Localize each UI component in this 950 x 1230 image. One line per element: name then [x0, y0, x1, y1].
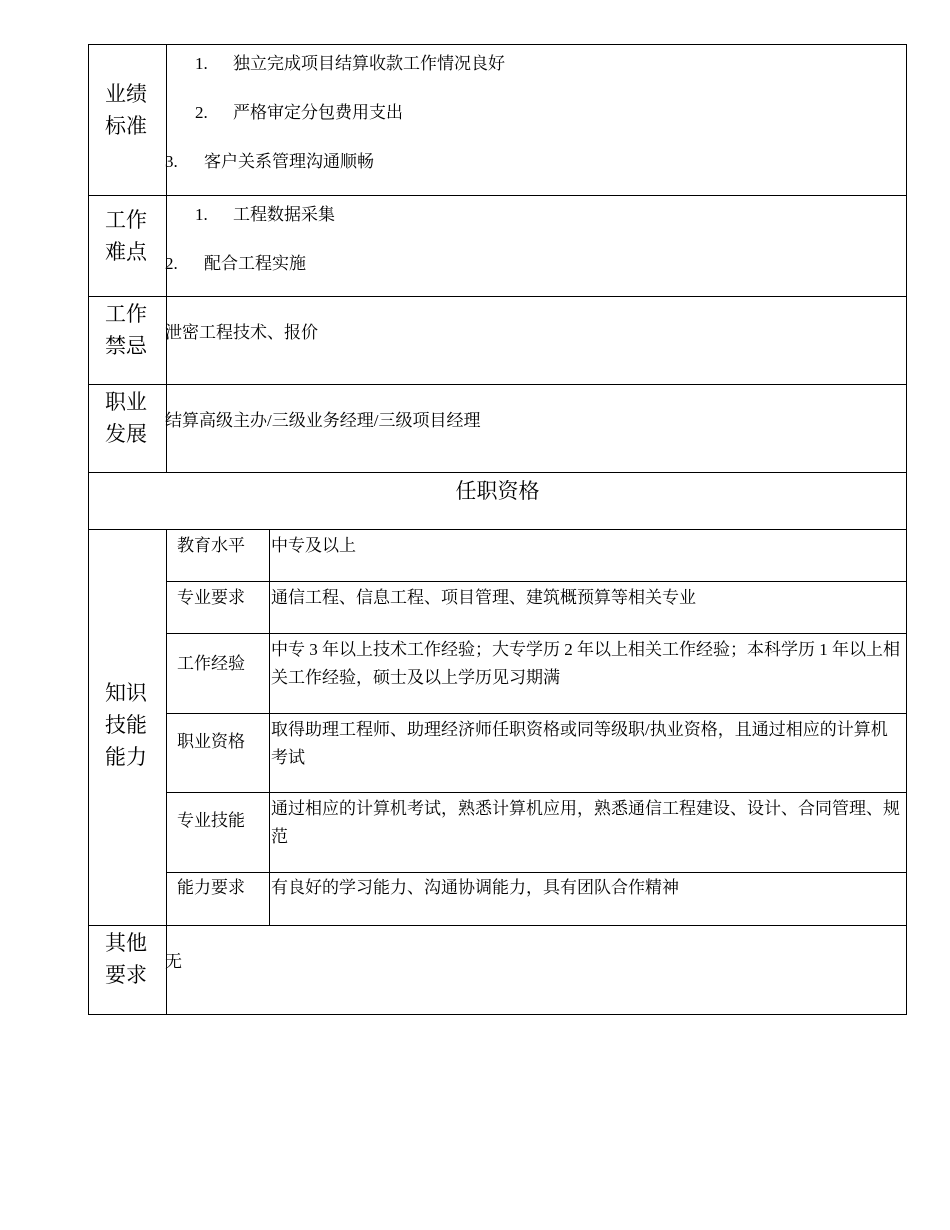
major-requirement-label: 专业要求: [167, 582, 270, 633]
other-label: 其他 要求: [89, 926, 167, 1014]
list-item: 1. 工程数据采集: [195, 205, 335, 224]
work-experience-value: 中专 3 年以上技术工作经验；大专学历 2 年以上相关工作经验；本科学历 1 年以上相关工作经验，硕士及以上学历见习期满: [271, 640, 900, 687]
career-label: 职业 发展: [89, 385, 167, 472]
knowledge-subtable: [167, 530, 906, 925]
performance-label: 业绩 标准: [89, 45, 167, 195]
ability-requirement-value: 有良好的学习能力、沟通协调能力，具有团队合作精神: [271, 878, 679, 897]
professional-skill-label: 专业技能: [167, 793, 270, 872]
performance-content: [167, 45, 906, 195]
row-performance-standard: [89, 45, 906, 196]
list-item: 1. 独立完成项目结算收款工作情况良好: [195, 54, 505, 73]
professional-qualification-label: 职业资格: [167, 714, 270, 792]
ability-requirement-label: 能力要求: [167, 873, 270, 925]
job-description-table: [88, 44, 907, 1015]
table-row: [167, 530, 906, 582]
table-row: [167, 793, 906, 873]
professional-skill-value: 通过相应的计算机考试，熟悉计算机应用，熟悉通信工程建设、设计、合同管理、规范: [271, 799, 900, 846]
row-work-difficulty: [89, 196, 906, 297]
row-work-taboo: [89, 297, 906, 385]
taboo-content: [167, 297, 906, 384]
professional-qualification-value: 取得助理工程师、助理经济师任职资格或同等级职/执业资格，且通过相应的计算机考试: [271, 720, 888, 767]
education-level-value: 中专及以上: [271, 536, 356, 555]
table-row: [167, 714, 906, 793]
difficulty-label: 工作 难点: [89, 196, 167, 296]
qualification-header-row: [89, 473, 906, 530]
career-content: [167, 385, 906, 472]
career-text: 结算高级主办/三级业务经理/三级项目经理: [165, 411, 481, 430]
list-item: 2. 配合工程实施: [165, 254, 306, 273]
row-career-development: [89, 385, 906, 473]
table-row: [167, 634, 906, 714]
difficulty-content: [167, 196, 906, 296]
row-knowledge-skills: [89, 530, 906, 926]
table-row: [167, 582, 906, 634]
work-experience-label: 工作经验: [167, 634, 270, 713]
education-level-label: 教育水平: [167, 530, 270, 581]
row-other-requirements: [89, 926, 906, 1014]
knowledge-label: 知识 技能 能力: [89, 530, 167, 925]
other-content: [167, 926, 906, 1014]
taboo-label: 工作 禁忌: [89, 297, 167, 384]
qualification-header: 任职资格: [455, 479, 540, 503]
taboo-text: 泄密工程技术、报价: [165, 323, 318, 342]
other-text: 无: [165, 952, 182, 971]
table-row: [167, 873, 906, 925]
major-requirement-value: 通信工程、信息工程、项目管理、建筑概预算等相关专业: [271, 588, 696, 607]
list-item: 3. 客户关系管理沟通顺畅: [165, 152, 374, 171]
list-item: 2. 严格审定分包费用支出: [195, 103, 403, 122]
